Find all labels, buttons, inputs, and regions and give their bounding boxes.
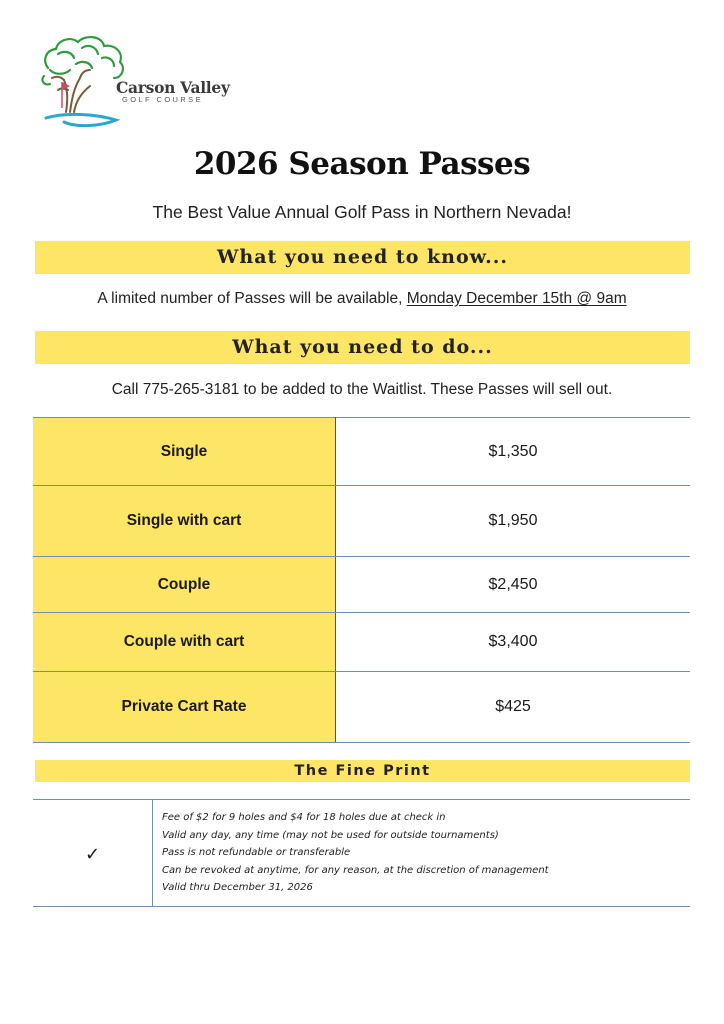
fine-print-item: Valid thru December 31, 2026 xyxy=(162,882,313,893)
checkmark-icon: ✓ xyxy=(33,800,153,907)
table-row xyxy=(33,672,690,743)
availability-text xyxy=(0,290,724,308)
fine-print-table xyxy=(33,799,690,907)
table-row xyxy=(33,486,690,557)
pass-price: $425 xyxy=(336,672,691,743)
pass-name: Couple with cart xyxy=(33,613,336,672)
pass-name: Single xyxy=(33,418,336,486)
table-row xyxy=(33,800,690,907)
logo xyxy=(36,30,230,130)
pass-price: $3,400 xyxy=(336,613,691,672)
logo-subtitle: GOLF COURSE xyxy=(122,95,203,104)
section-heading-know: What you need to know... xyxy=(35,241,690,274)
waitlist-text: Call 775-265-3181 to be added to the Waitlist. These Passes will sell out. xyxy=(111,381,613,398)
pass-name: Private Cart Rate xyxy=(33,672,336,743)
fine-print-item: Can be revoked at anytime, for any reason, at the discretion of management xyxy=(162,864,549,876)
fine-print-item: Valid any day, any time (may not be used for outside tournaments) xyxy=(162,829,499,841)
availability-date: Monday December 15th @ 9am xyxy=(406,290,627,307)
fine-print-item: Fee of $2 for 9 holes and $4 for 18 holes due at check in xyxy=(162,812,446,823)
pass-name: Single with cart xyxy=(33,486,336,557)
availability-label: A limited number of Passes will be available, xyxy=(97,290,407,307)
table-row xyxy=(33,613,690,672)
pass-price: $1,950 xyxy=(336,486,691,557)
logo-name: Carson Valley xyxy=(116,78,230,97)
section-heading-do: What you need to do... xyxy=(35,331,690,364)
pass-price: $2,450 xyxy=(336,557,691,613)
pass-price: $1,350 xyxy=(336,418,691,486)
pass-price-table xyxy=(33,417,690,743)
table-row xyxy=(33,418,690,486)
page-title: 2026 Season Passes xyxy=(193,146,531,182)
fine-print-notes xyxy=(153,800,691,907)
fine-print-item: Pass is not refundable or transferable xyxy=(162,847,351,858)
table-row xyxy=(33,557,690,613)
pass-name: Couple xyxy=(33,557,336,613)
fine-print-heading: The Fine Print xyxy=(35,760,690,782)
logo-text xyxy=(116,78,230,104)
page-subtitle: The Best Value Annual Golf Pass in Northern Nevada! xyxy=(152,202,572,222)
